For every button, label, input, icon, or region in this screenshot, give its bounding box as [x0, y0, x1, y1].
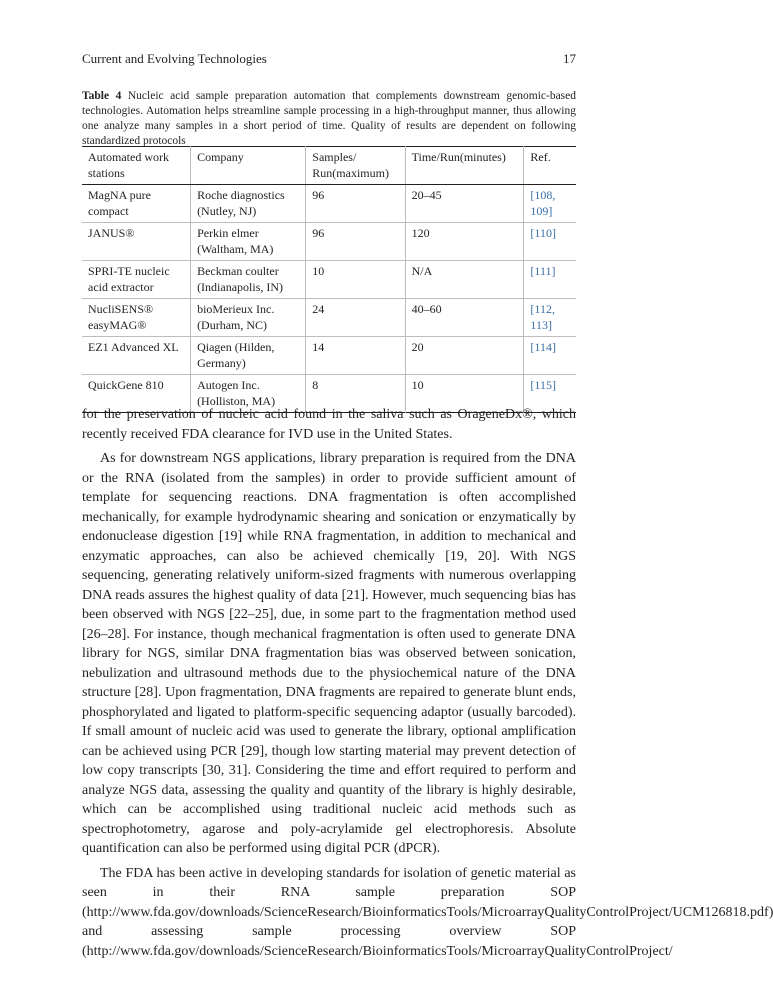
cell-ref-link[interactable]: [108, 109] [524, 185, 576, 223]
table-row [82, 223, 576, 261]
cell-workstation: QuickGene 810 [82, 375, 191, 413]
table-row [82, 337, 576, 375]
cell-samples: 96 [306, 185, 405, 223]
cell-ref-link[interactable]: [115] [524, 375, 576, 413]
header-workstation: Automated work stations [82, 147, 191, 185]
cell-samples: 96 [306, 223, 405, 261]
running-header [82, 51, 576, 67]
cell-ref-link[interactable]: [111] [524, 261, 576, 299]
paragraph-continuation: for the preservation of nucleic acid found in the saliva such as OrageneDx®, which recently received FDA clearance for IVD use in the United States. [82, 407, 576, 442]
cell-ref-link[interactable]: [112, 113] [524, 299, 576, 337]
cell-ref-link[interactable]: [114] [524, 337, 576, 375]
cell-time: 20–45 [405, 185, 524, 223]
table-row [82, 261, 576, 299]
cell-workstation: SPRI-TE nucleic acid extractor [82, 261, 191, 299]
cell-company: Qiagen (Hilden, Germany) [191, 337, 306, 375]
header-company: Company [191, 147, 306, 185]
automation-table [82, 146, 576, 413]
cell-time: 20 [405, 337, 524, 375]
table-caption-text: Nucleic acid sample preparation automation that complements downstream genomic-based technologies. Automation helps streamline sample processing in a high-throughput manner, thus allowing one analyze many samples in a short period of time. Quality of results are dependent on following standardized protocols [82, 90, 577, 147]
cell-ref-link[interactable]: [110] [524, 223, 576, 261]
header-samples: Samples/ Run(maximum) [306, 147, 405, 185]
table-header-row [82, 147, 576, 185]
cell-time: 120 [405, 223, 524, 261]
cell-samples: 10 [306, 261, 405, 299]
header-time: Time/Run(minutes) [405, 147, 524, 185]
cell-workstation: MagNA pure compact [82, 185, 191, 223]
cell-time: 10 [405, 375, 524, 413]
paragraph-fda-standards: The FDA has been active in developing standards for isolation of genetic material as seen in their RNA sample preparation SOP (http://www.fda.gov/downloads/ScienceResearch/BioinformaticsTools/MicroarrayQualityControlProject/UCM126818.pdf) and assessing sample processing overview SOP (http://www.fda.gov/downloads/ScienceResearch/BioinformaticsTools/MicroarrayQualityControlProject/ [82, 865, 773, 959]
page-number: 17 [563, 51, 576, 66]
paragraph-library-preparation: As for downstream NGS applications, library preparation is required from the DNA or the RNA (isolated from the samples) in order to provide sufficient amount of template for sequencing reactions. DNA fragmentation is often accomplished mechanically, for example hydrodynamic shearing and sonication or enzymatically by endonuclease digestion [19] while RNA fragmentation, in addition to mechanical and enzymatic approaches, can also be achieved chemically [19, 20]. With NGS sequencing, generating relatively uniform-sized fragments with numerous overlapping DNA reads assures the highest quality of data [21]. However, much sequencing bias has been observed with NGS [22–25], due, in some part to the fragmentation method used [26–28]. For instance, though mechanical fragmentation is often used to generate DNA library for NGS, similar DNA fragmentation bias was observed between sonication, nebulization and ultrasound methods due to the physiochemical nature of the DNA structure [28]. Upon fragmentation, DNA fragments are repaired to generate blunt ends, phosphorylated and ligated to platform-specific sequencing adaptor (usually barcoded). If small amount of nucleic acid was used to generate the library, optional amplification can be achieved using PCR [29], though low starting material may prevent detection of low copy transcripts [30, 31]. Considering the time and effort required to perform and analyze NGS data, assessing the quality and quantity of the library is highly desirable, which can be accomplished using traditional nucleic acid methods such as spectrophotometry, agarose and poly-acrylamide gel electrophoresis. Absolute quantification can also be performed using digital PCR (dPCR). [82, 451, 576, 856]
cell-workstation: NucliSENS® easyMAG® [82, 299, 191, 337]
table-row [82, 299, 576, 337]
running-title: Current and Evolving Technologies [82, 51, 267, 66]
cell-workstation: EZ1 Advanced XL [82, 337, 191, 375]
cell-time: 40–60 [405, 299, 524, 337]
table-caption-label: Table 4 [82, 90, 122, 102]
cell-samples: 24 [306, 299, 405, 337]
cell-company: bioMerieux Inc. (Durham, NC) [191, 299, 306, 337]
cell-company: Perkin elmer (Waltham, MA) [191, 223, 306, 261]
header-ref: Ref. [524, 147, 576, 185]
cell-company: Autogen Inc. (Holliston, MA) [191, 375, 306, 413]
table-caption [82, 89, 576, 149]
cell-time: N/A [405, 261, 524, 299]
cell-samples: 14 [306, 337, 405, 375]
cell-company: Roche diagnostics (Nutley, NJ) [191, 185, 306, 223]
cell-workstation: JANUS® [82, 223, 191, 261]
body-text [82, 405, 773, 961]
table-row [82, 185, 576, 223]
cell-samples: 8 [306, 375, 405, 413]
cell-company: Beckman coulter (Indianapolis, IN) [191, 261, 306, 299]
